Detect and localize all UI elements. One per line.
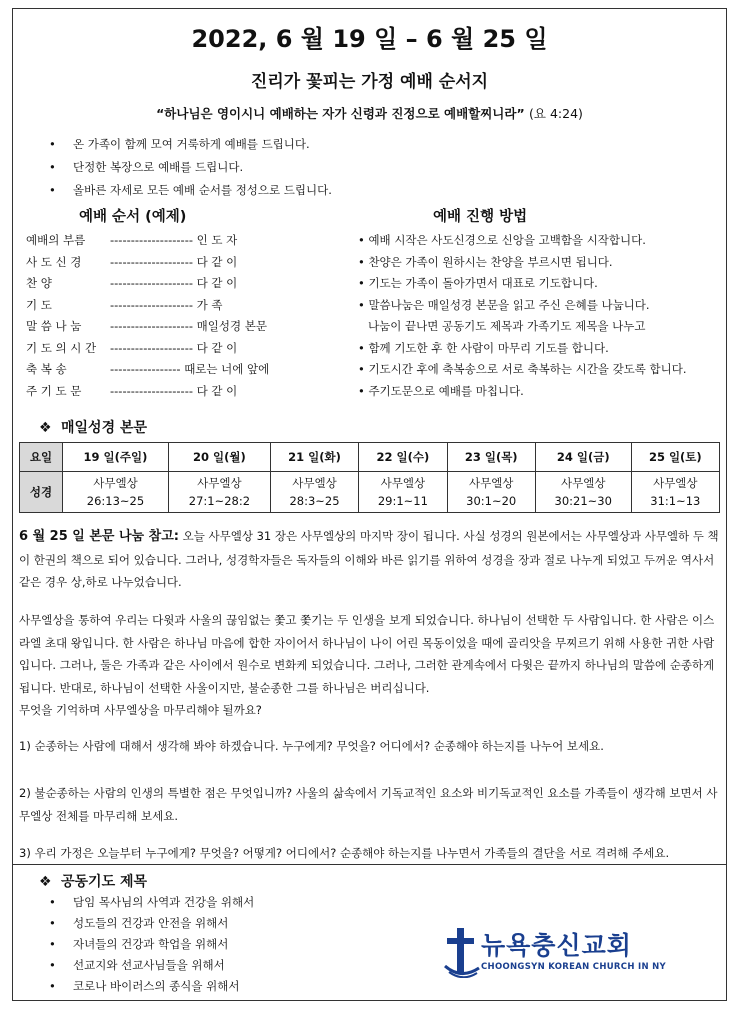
table-cell bbox=[447, 472, 535, 513]
cell-reference: 30:1~20 bbox=[466, 494, 517, 508]
cell-book: 사무엘상 bbox=[93, 476, 138, 490]
table-day-header: 20 일(월) bbox=[168, 443, 270, 472]
section-divider bbox=[13, 864, 726, 865]
scripture-verse bbox=[13, 104, 726, 122]
order-row bbox=[26, 316, 281, 338]
table-header-row bbox=[20, 443, 720, 472]
sharing-paragraph bbox=[19, 609, 724, 722]
method-line: • 말씀나눔은 매일성경 본문을 읽고 주신 은혜를 나눕니다. bbox=[358, 295, 687, 317]
bible-heading-label: 매일성경 본문 bbox=[61, 420, 148, 436]
order-name: 주 기 도 문 bbox=[26, 383, 82, 398]
intro-bullet: • 단정한 복장으로 예배를 드립니다. bbox=[49, 156, 332, 179]
intro-bullet: • 온 가족이 함께 모여 거룩하게 예배를 드립니다. bbox=[49, 133, 332, 156]
order-name: 말 씀 나 눔 bbox=[26, 319, 82, 333]
table-corner-cell: 요일 bbox=[20, 443, 63, 472]
cell-reference: 27:1~28:2 bbox=[188, 494, 251, 508]
order-leader: 다 같 이 bbox=[196, 254, 238, 269]
cell-book: 사무엘상 bbox=[653, 476, 698, 490]
method-line: • 기도시간 후에 축복송으로 서로 축복하는 시간을 갖도록 합니다. bbox=[358, 359, 687, 381]
sharing-intro-text: 오늘 사무엘상 31 장은 사무엘상의 마지막 장이 됩니다. 사실 성경의 원본에서는 사무엘상과 사무엘하 두 책이 한권의 책으로 되어 있습니다. 그러나, 성경학자들은 독자들의 이해와 바른 읽기를 위하여 성경을 장과 절로 나누게 되었고 두꺼운 역사서 같은 경우 상,하로 나누었습니다. bbox=[19, 529, 719, 589]
method-line: • 예배 시작은 사도신경으로 신앙을 고백함을 시작합니다. bbox=[358, 230, 687, 252]
bible-section-heading bbox=[39, 417, 147, 437]
cell-book: 사무엘상 bbox=[292, 476, 337, 490]
table-day-header: 21 일(화) bbox=[270, 443, 358, 472]
cell-reference: 29:1~11 bbox=[377, 494, 428, 508]
order-name: 기 도 의 시 간 bbox=[26, 340, 97, 355]
table-day-header: 24 일(금) bbox=[535, 443, 631, 472]
order-dots: ----------------- bbox=[110, 362, 181, 376]
table-row-label: 성경 bbox=[20, 472, 63, 513]
table-cell bbox=[631, 472, 719, 513]
method-line: • 기도는 가족이 돌아가면서 대표로 기도합니다. bbox=[358, 273, 687, 295]
order-leader: 때로는 너에 앞에 bbox=[184, 362, 270, 376]
table-day-header: 19 일(주일) bbox=[63, 443, 169, 472]
cell-reference: 30:21~30 bbox=[554, 494, 612, 508]
method-line: • 찬양은 가족이 원하시는 찬양을 부르시면 됩니다. bbox=[358, 252, 687, 274]
order-dots: -------------------- bbox=[110, 297, 193, 312]
order-leader: 매일성경 본문 bbox=[196, 319, 267, 333]
sharing-paragraph-text: 사무엘상을 통하여 우리는 다윗과 사울의 끊임없는 쫓고 쫓기는 두 인생을 보게 되었습니다. 하나님이 선택한 두 사람입니다. 한 사람은 이스라엘 초대 왕입니다. 한 사람은 하나님 마음에 합한 자이어서 하나님이 나이 어린 목동이었을 때에 골리앗을 무찌르기 위해 사용한 귀한 사람입니다. 그러나, 둘은 가족과 같은 사이에서 원수로 변화케 되었습니다. 그러나, 그러한 관계속에서 다윗은 끝까지 하나님의 말씀에 순종하게 됩니다. 반대로, 하나님이 선택한 사울이지만, 불순종한 그를 하나님은 버리십니다. bbox=[19, 613, 715, 695]
order-name: 사 도 신 경 bbox=[26, 254, 82, 269]
church-cross-icon bbox=[443, 926, 483, 978]
table-cell bbox=[270, 472, 358, 513]
church-name: 뉴욕충신교회 bbox=[481, 931, 632, 960]
order-row bbox=[26, 295, 281, 317]
daily-bible-table bbox=[19, 442, 720, 513]
prayer-item: • 성도들의 건강과 안전을 위해서 bbox=[49, 913, 254, 934]
prayer-item: • 코로나 바이러스의 종식을 위해서 bbox=[49, 976, 254, 997]
cell-reference: 28:3~25 bbox=[289, 494, 340, 508]
verse-reference: (요 4:24) bbox=[529, 106, 583, 121]
method-line: • 함께 기도한 후 한 사람이 마무리 기도를 합니다. bbox=[358, 338, 687, 360]
order-dots: -------------------- bbox=[110, 340, 193, 355]
church-name-english: CHOONGSYN KOREAN CHURCH IN NY bbox=[481, 962, 666, 972]
order-row bbox=[26, 273, 281, 295]
order-row bbox=[26, 338, 281, 360]
order-row bbox=[26, 381, 281, 403]
order-dots: -------------------- bbox=[110, 254, 193, 269]
order-name: 기 도 bbox=[26, 297, 52, 312]
cell-book: 사무엘상 bbox=[468, 476, 514, 490]
cell-book: 사무엘상 bbox=[197, 476, 242, 490]
intro-bullet: • 올바른 자세로 모든 예배 순서를 정성으로 드립니다. bbox=[49, 179, 332, 202]
page-title: 2022, 6 월 19 일 – 6 월 25 일 bbox=[191, 25, 548, 53]
order-heading: 예배 순서 (예제) bbox=[79, 209, 187, 225]
order-leader: 인 도 자 bbox=[196, 233, 238, 247]
prayer-item: • 담임 목사님의 사역과 건강을 위해서 bbox=[49, 892, 254, 913]
cell-book: 사무엘상 bbox=[561, 476, 606, 490]
order-row bbox=[26, 252, 281, 274]
verse-text: “하나님은 영이시니 예배하는 자가 신령과 진정으로 예배할찌니라” bbox=[156, 106, 525, 121]
order-leader: 다 같 이 bbox=[196, 383, 238, 398]
page-subtitle: 진리가 꽃피는 가정 예배 순서지 bbox=[250, 72, 489, 92]
order-dots: -------------------- bbox=[110, 276, 193, 290]
church-logo bbox=[443, 926, 683, 982]
order-row bbox=[26, 230, 281, 252]
method-line: 나눔이 끝나면 공동기도 제목과 가족기도 제목을 나누고 bbox=[368, 319, 646, 333]
diamond-icon: ❖ bbox=[39, 874, 52, 890]
cell-reference: 26:13~25 bbox=[86, 494, 145, 508]
order-name: 축 복 송 bbox=[26, 362, 67, 376]
table-row bbox=[20, 472, 720, 513]
table-day-header: 22 일(수) bbox=[359, 443, 447, 472]
prayer-list bbox=[49, 892, 254, 997]
order-dots: -------------------- bbox=[110, 233, 193, 247]
order-name: 예배의 부름 bbox=[26, 233, 86, 247]
table-cell bbox=[535, 472, 631, 513]
order-leader: 다 같 이 bbox=[196, 340, 238, 355]
method-line: • 주기도문으로 예배를 마칩니다. bbox=[358, 381, 687, 403]
question-2: 2) 불순종하는 사람의 인생의 특별한 점은 무엇입니까? 사울의 삶속에서 기독교적인 요소와 비기독교적인 요소를 가족들이 생각해 보면서 사무엘상 전체를 마무리해 보세요. bbox=[19, 786, 718, 823]
cell-book: 사무엘상 bbox=[380, 476, 426, 490]
table-day-header: 23 일(목) bbox=[447, 443, 535, 472]
intro-bullets bbox=[49, 133, 332, 202]
diamond-icon: ❖ bbox=[39, 420, 52, 436]
prayer-item: • 자녀들의 건강과 학업을 위해서 bbox=[49, 934, 254, 955]
cell-reference: 31:1~13 bbox=[650, 494, 701, 508]
order-leader: 가 족 bbox=[196, 297, 223, 312]
worship-method-list bbox=[358, 230, 687, 402]
sharing-intro bbox=[19, 525, 724, 594]
prayer-item: • 선교지와 선교사님들을 위해서 bbox=[49, 955, 254, 976]
table-cell bbox=[359, 472, 447, 513]
sharing-paragraph-question: 무엇을 기억하며 사무엘상을 마무리해야 될까요? bbox=[19, 703, 262, 717]
table-day-header: 25 일(토) bbox=[631, 443, 719, 472]
table-cell bbox=[168, 472, 270, 513]
method-heading: 예배 진행 방법 bbox=[433, 209, 528, 225]
order-row bbox=[26, 359, 281, 381]
order-leader: 다 같 이 bbox=[196, 276, 238, 290]
prayer-section-heading bbox=[39, 871, 147, 891]
order-name: 찬 양 bbox=[26, 276, 52, 290]
order-dots: -------------------- bbox=[110, 319, 193, 333]
worship-order-list bbox=[26, 230, 281, 402]
table-cell bbox=[63, 472, 169, 513]
prayer-heading-label: 공동기도 제목 bbox=[61, 874, 148, 890]
order-dots: -------------------- bbox=[110, 383, 193, 398]
sharing-lead: 6 월 25 일 본문 나눔 참고: bbox=[19, 529, 179, 544]
question-3: 3) 우리 가정은 오늘부터 누구에게? 무엇을? 어떻게? 어디에서? 순종해야 하는지를 나누면서 가족들의 결단을 서로 격려해 주세요. bbox=[19, 846, 670, 860]
question-1: 1) 순종하는 사람에 대해서 생각해 봐야 하겠습니다. 누구에게? 무엇을? 어디에서? 순종해야 하는지를 나누어 보세요. bbox=[19, 739, 604, 753]
bulletin-page bbox=[12, 8, 727, 1001]
